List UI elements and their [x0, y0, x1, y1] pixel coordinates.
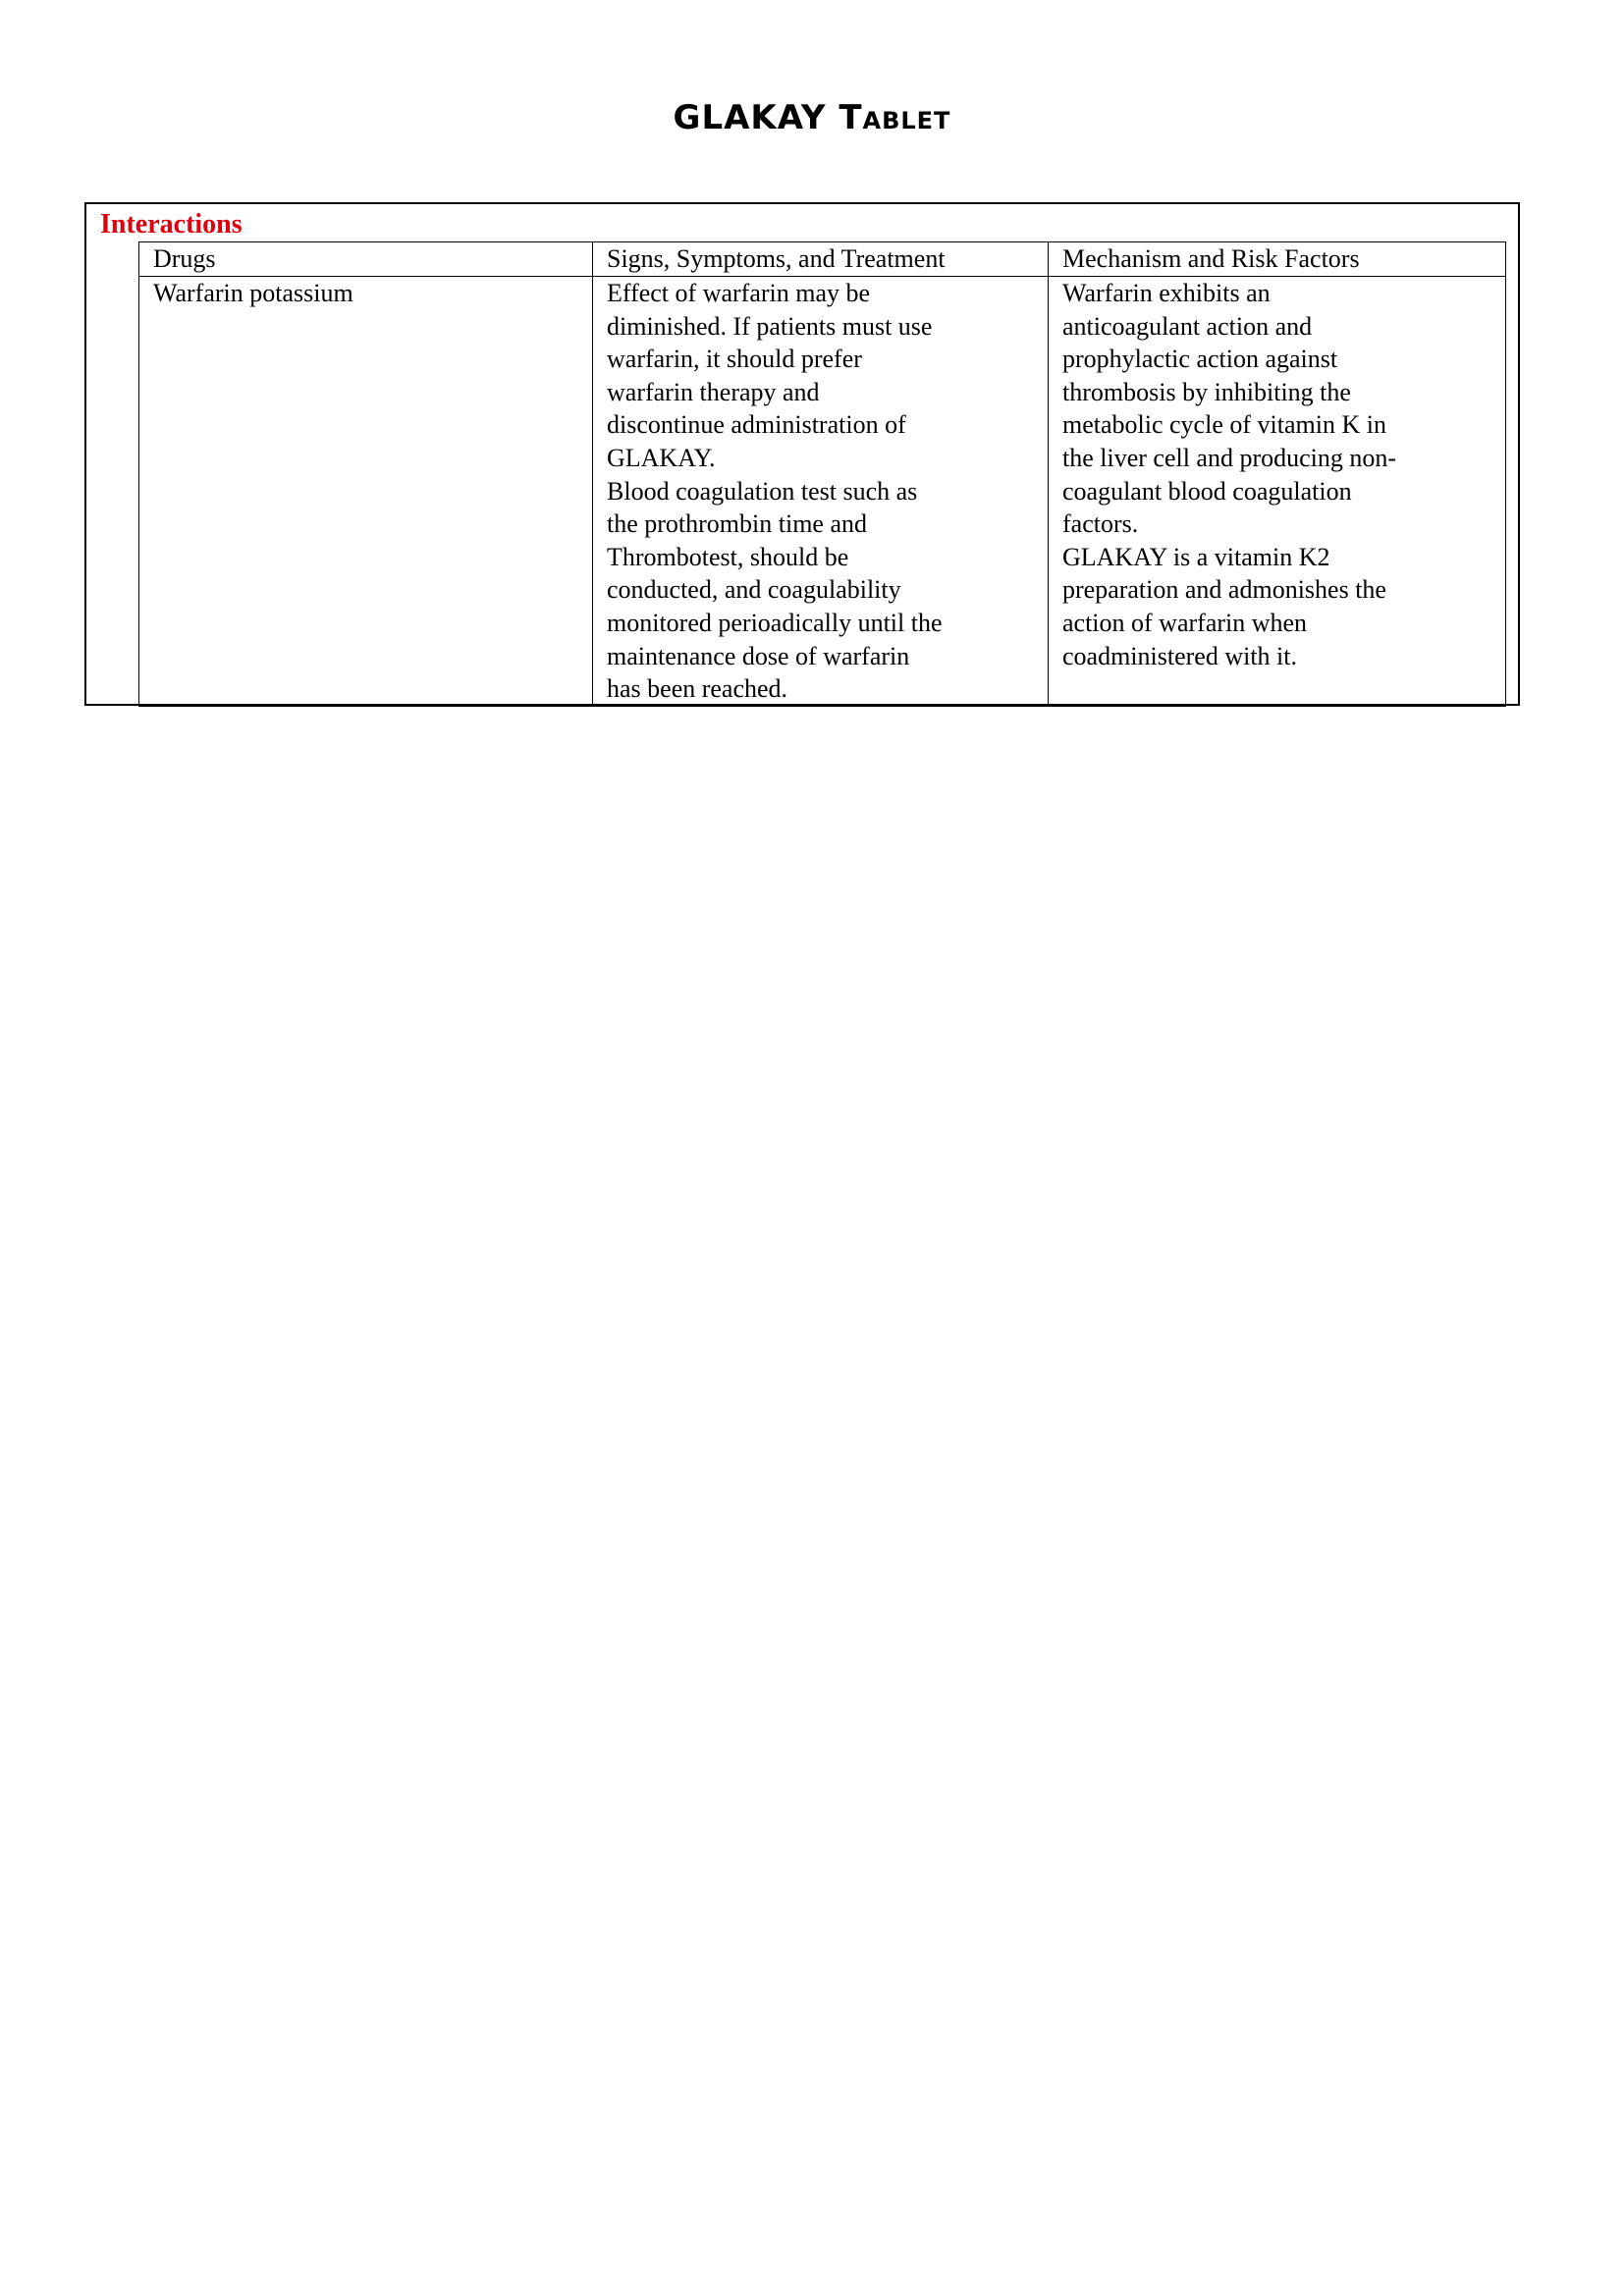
- interactions-table: [138, 241, 1506, 707]
- cell-signs-symptoms-treatment: Effect of warfarin may be diminished. If patients must use warfarin, it should prefer warfarin therapy and discontinue administration of GLAKAY. Blood coagulation test such as the prothrombin time and Thrombotest, should be conducted, and coagulability monitored perioadically until the maintenance dose of warfarin has been reached.: [593, 277, 1049, 707]
- document-title-main: GLAKAY: [673, 98, 827, 137]
- column-header-mechanism: Mechanism and Risk Factors: [1049, 242, 1506, 277]
- table-row: [139, 277, 1506, 707]
- section-heading-interactions: Interactions: [100, 209, 243, 240]
- document-title: [0, 96, 1624, 139]
- table-header-row: [139, 242, 1506, 277]
- interactions-section: [84, 202, 1520, 706]
- cell-drug: Warfarin potassium: [139, 277, 593, 707]
- column-header-drugs: Drugs: [139, 242, 593, 277]
- cell-mechanism-risk-factors: Warfarin exhibits an anticoagulant action and prophylactic action against thrombosis by inhibiting the metabolic cycle of vitamin K in the liver cell and producing non- coagulant blood coagulation factors. GLAKAY is a vitamin K2 preparation and admonishes the action of warfarin when coadministered with it.: [1049, 277, 1506, 707]
- column-header-signs: Signs, Symptoms, and Treatment: [593, 242, 1049, 277]
- document-title-sub: Tablet: [839, 98, 951, 137]
